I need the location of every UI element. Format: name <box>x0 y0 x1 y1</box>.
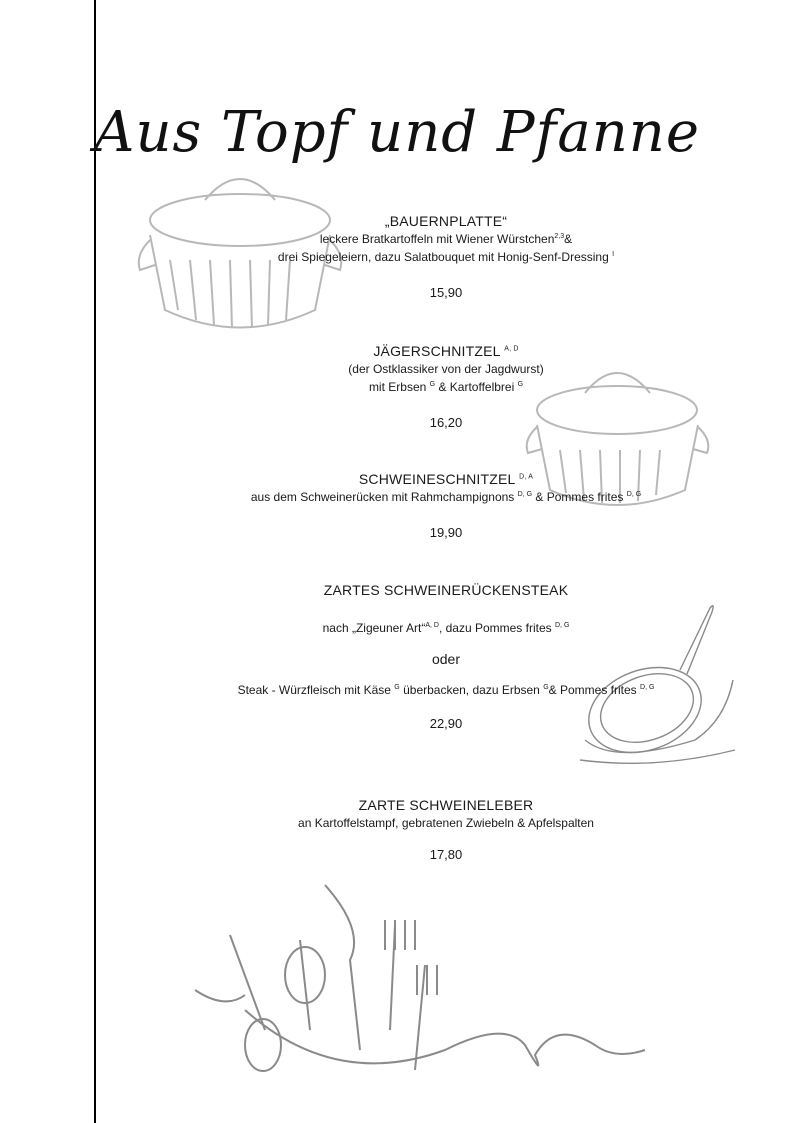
description-text: & Pommes frites <box>548 683 637 697</box>
dish-description <box>96 619 794 637</box>
description-text: , dazu Pommes frites <box>438 621 552 635</box>
dish-description <box>96 230 794 248</box>
description-text: & Kartoffelbrei <box>438 380 515 394</box>
description-text: aus dem Schweinerücken mit Rahmchampignons <box>250 490 515 504</box>
dish-price: 15,90 <box>429 285 463 300</box>
dish-name: ZARTE SCHWEINELEBER <box>358 797 534 813</box>
dish-price: 16,20 <box>429 415 463 430</box>
alternative-separator: oder <box>431 651 461 667</box>
dish-price: 17,80 <box>429 847 463 862</box>
description-text: nach „Zigeuner Art“ <box>322 621 426 635</box>
dish-description <box>96 681 794 699</box>
menu-item <box>96 581 794 733</box>
allergen-note: G <box>394 684 400 691</box>
allergen-note: A, D <box>425 622 439 629</box>
dish-name-text: JÄGERSCHNITZEL <box>373 343 501 359</box>
dish-name <box>96 470 794 488</box>
description-text: überbacken, dazu Erbsen <box>403 683 540 697</box>
menu-item <box>96 796 794 864</box>
dish-name <box>96 342 794 360</box>
dish-description <box>96 248 794 266</box>
dish-description <box>96 488 794 506</box>
description-text: Steak - Würzfleisch mit Käse <box>237 683 391 697</box>
allergen-note: A, D <box>504 345 519 353</box>
description-text: leckere Bratkartoffeln mit Wiener Würstchen <box>319 232 555 246</box>
description-text: & Pommes frites <box>535 490 624 504</box>
allergen-note: D, G <box>626 491 642 498</box>
description-text: drei Spiegeleiern, dazu Salatbouquet mit Honig-Senf-Dressing <box>277 250 609 264</box>
allergen-note: D, G <box>555 622 570 629</box>
dish-description: an Kartoffelstampf, gebratenen Zwiebeln & Apfelspalten <box>298 816 594 830</box>
cutlery-line-art-icon <box>185 880 695 1095</box>
allergen-note: D, G <box>640 684 655 691</box>
dish-description: (der Ostklassiker von der Jagdwurst) <box>348 362 544 376</box>
page-title: Aus Topf und Pfanne <box>94 100 700 165</box>
menu-item <box>96 470 794 542</box>
description-text: mit Erbsen <box>368 380 427 394</box>
dish-description <box>96 378 794 396</box>
menu-item <box>96 342 794 432</box>
description-text: & <box>564 232 573 246</box>
allergen-note: G <box>517 381 524 388</box>
allergen-note: D, G <box>517 491 533 498</box>
menu-item <box>96 212 794 302</box>
dish-price: 19,90 <box>429 525 463 540</box>
allergen-note: 2,3 <box>554 233 565 240</box>
dish-name-text: SCHWEINESCHNITZEL <box>358 471 515 487</box>
left-border-rule <box>94 0 96 1123</box>
dish-price: 22,90 <box>429 716 463 731</box>
dish-name: „BAUERNPLATTE“ <box>384 213 508 229</box>
allergen-note: D, A <box>519 473 534 481</box>
allergen-note: G <box>429 381 436 388</box>
dish-name: ZARTES SCHWEINERÜCKENSTEAK <box>323 582 569 598</box>
allergen-note: I <box>612 251 615 258</box>
allergen-note: G <box>543 684 549 691</box>
